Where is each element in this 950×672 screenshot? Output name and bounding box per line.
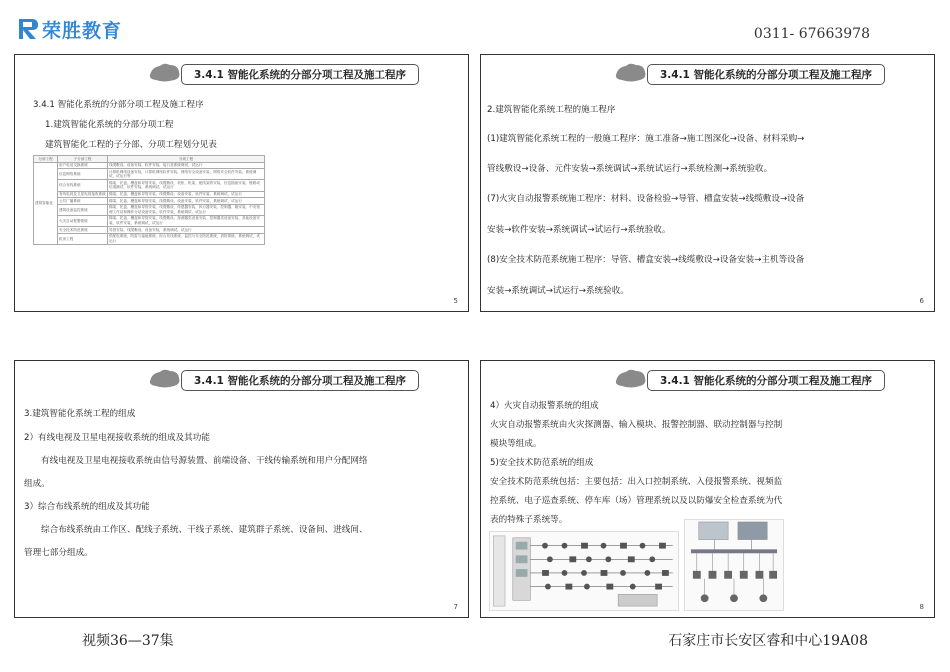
slide-title: 3.4.1 智能化系统的分部分项工程及施工程序 — [647, 370, 885, 391]
slide-text-line: 控系统、电子巡查系统、停车库（场）管理系统以及以防爆安全检查系统为代 — [490, 496, 783, 506]
slide-text-line: 组成。 — [24, 479, 50, 489]
table-cell: 公共广播系统 — [58, 198, 108, 205]
table-cell: 综合布线系统 — [58, 180, 108, 191]
slide-5 — [14, 54, 469, 312]
slide-logo-icon — [614, 61, 648, 83]
table-header: 分部工程 — [34, 156, 58, 163]
slide-text-line: 模块等组成。 — [490, 439, 542, 449]
table-row — [34, 162, 265, 169]
table-cell: 信息网络系统 — [58, 169, 108, 180]
table-row — [34, 191, 265, 198]
brand-name: 荣胜教育 — [42, 19, 123, 42]
slide-6 — [480, 54, 935, 312]
table-row — [34, 180, 265, 191]
page-number: 6 — [919, 297, 924, 305]
slide-text-line: 3）综合布线系统的组成及其功能 — [24, 502, 150, 512]
slide-text-line: 安装→软件安装→系统调试→试运行→系统验收。 — [487, 225, 671, 235]
table-cell: 火灾自动报警系统 — [58, 215, 108, 226]
slide-text-line: 安全技术防范系统包括：主要包括：出入口控制系统、入侵报警系统、视频监 — [490, 477, 783, 487]
slide-text-line: 管线敷设→设备、元件安装→系统调试→系统试运行→系统检测→系统验收。 — [487, 164, 773, 174]
table-cell: 线缆敷设，设备安装，软件安装，接口及系统调试，试运行 — [108, 162, 265, 169]
page-number: 5 — [453, 297, 458, 305]
slide-text-line: 3.4.1 智能化系统的分部分项工程及施工程序 — [33, 100, 204, 110]
slide-text-line: (1)建筑智能化系统工程的一般施工程序：施工准备→施工图深化→设备、材料采购→ — [487, 134, 805, 144]
security-system-diagram — [684, 519, 784, 611]
table-header: 分项工程 — [108, 156, 265, 163]
table-group-cell: 建筑智能化 — [34, 162, 58, 244]
table-cell: 机房工程 — [58, 233, 108, 244]
slide-logo-icon — [148, 61, 182, 83]
table-cell: 导管安装，线缆敷设，设备安装，系统调试，试运行 — [108, 227, 265, 234]
table-cell: 安全技术防范系统 — [58, 227, 108, 234]
table-row — [34, 169, 265, 180]
slide-text-line: 4）火灾自动报警系统的组成 — [490, 401, 599, 411]
phone-number: 0311- 67663978 — [753, 26, 870, 42]
table-cell: 计算机网络设备安装，计算机网络软件安装，网络安全设备安装，网络安全软件安装，系统调试，试运行等 — [108, 169, 265, 180]
table-row — [34, 215, 265, 226]
slide-text-line: (7)火灾自动报警系统施工程序：材料、设备检验→导管、槽盒安装→线缆敷设→设备 — [487, 194, 805, 204]
brand-mark-icon — [18, 17, 40, 41]
slide-logo-icon — [148, 367, 182, 389]
table-row — [34, 198, 265, 205]
slide-title: 3.4.1 智能化系统的分部分项工程及施工程序 — [181, 64, 419, 85]
table-row — [34, 233, 265, 244]
table-cell: 供配电系统，防雷与接地系统，综合布线系统，监控与安全防范系统，消防系统，系统调试，试运行 — [108, 233, 265, 244]
slide-text-line: 综合布线系统由工作区、配线子系统、干线子系统、建筑群子系统、设备间、进线间、 — [41, 525, 368, 535]
footer-video-episodes: 视频36—37集 — [82, 633, 174, 649]
table-cell: 用户电话交换系统 — [58, 162, 108, 169]
page-number: 8 — [919, 603, 924, 611]
slide-text-line: 火灾自动报警系统由火灾探测器、输入模块、报警控制器、联动控制器与控制 — [490, 420, 783, 430]
table-cell: 有线电视及卫星电视接收系统 — [59, 192, 106, 197]
slide-text-line: 表的特殊子系统等。 — [490, 515, 568, 525]
slide-7 — [14, 360, 469, 618]
table-cell: 梯架、托盘、槽盒和导管安装，线缆敷设，探测器类设备安装，控制器类设备安装，其他设备安装，软件安装，系统调试，试运行 — [108, 215, 265, 226]
table-cell: 梯架、托盘、槽盒和导管安装，线缆敷设，传感器安装，执行器安装，控制器、箱安装，中央管理工作站和操作分站设备安装，软件安装，系统调试，试运行 — [108, 204, 265, 215]
slide-text-line: 2.建筑智能化系统工程的施工程序 — [487, 105, 616, 115]
slide-text-line: 安装→系统调试→试运行→系统验收。 — [487, 286, 629, 296]
slide-text-line: 2）有线电视及卫星电视接收系统的组成及其功能 — [24, 433, 210, 443]
slide-text-line: 5)安全技术防范系统的组成 — [490, 458, 594, 468]
brand-logo — [18, 16, 122, 42]
table-header: 子分部工程 — [58, 156, 108, 163]
table-cell: 梯架、托盘、槽盒和导管安装，线缆敷设，设备安装，软件安装，系统调试，试运行 — [108, 191, 265, 198]
slide-text-line: 有线电视及卫星电视接收系统由信号源装置、前端设备、干线传输系统和用户分配网络 — [41, 456, 368, 466]
slide-text-line: 建筑智能化工程的子分部、分项工程划分见表 — [45, 140, 217, 150]
fire-alarm-diagram — [489, 531, 679, 611]
slide-logo-icon — [614, 367, 648, 389]
table-cell: 梯架、托盘、槽盒和导管安装，线缆敷设，设备安装，软件安装，系统调试，试运行 — [108, 198, 265, 205]
table-cell: 梯架、托盘、槽盒和导管安装，线缆敷设，机柜、机架、配线架的安装，信息插座安装，链路或信道测试，软件安装，系统调试，试运行 — [108, 180, 265, 191]
subdivision-table — [33, 155, 265, 245]
slide-text-line: (8)安全技术防范系统施工程序：导管、槽盒安装→线缆敷设→设备安装→主机等设备 — [487, 255, 805, 265]
slide-8 — [480, 360, 935, 618]
table-cell: 建筑设备监控系统 — [58, 204, 108, 215]
slide-title: 3.4.1 智能化系统的分部分项工程及施工程序 — [647, 64, 885, 85]
table-row — [34, 204, 265, 215]
slide-text-line: 3.建筑智能化系统工程的组成 — [24, 409, 136, 419]
table-row — [34, 227, 265, 234]
slide-title: 3.4.1 智能化系统的分部分项工程及施工程序 — [181, 370, 419, 391]
footer-address: 石家庄市长安区睿和中心19A08 — [668, 633, 868, 649]
slide-text-line: 1.建筑智能化系统的分部分项工程 — [45, 120, 174, 130]
page-number: 7 — [453, 603, 458, 611]
slide-text-line: 管理七部分组成。 — [24, 548, 93, 558]
